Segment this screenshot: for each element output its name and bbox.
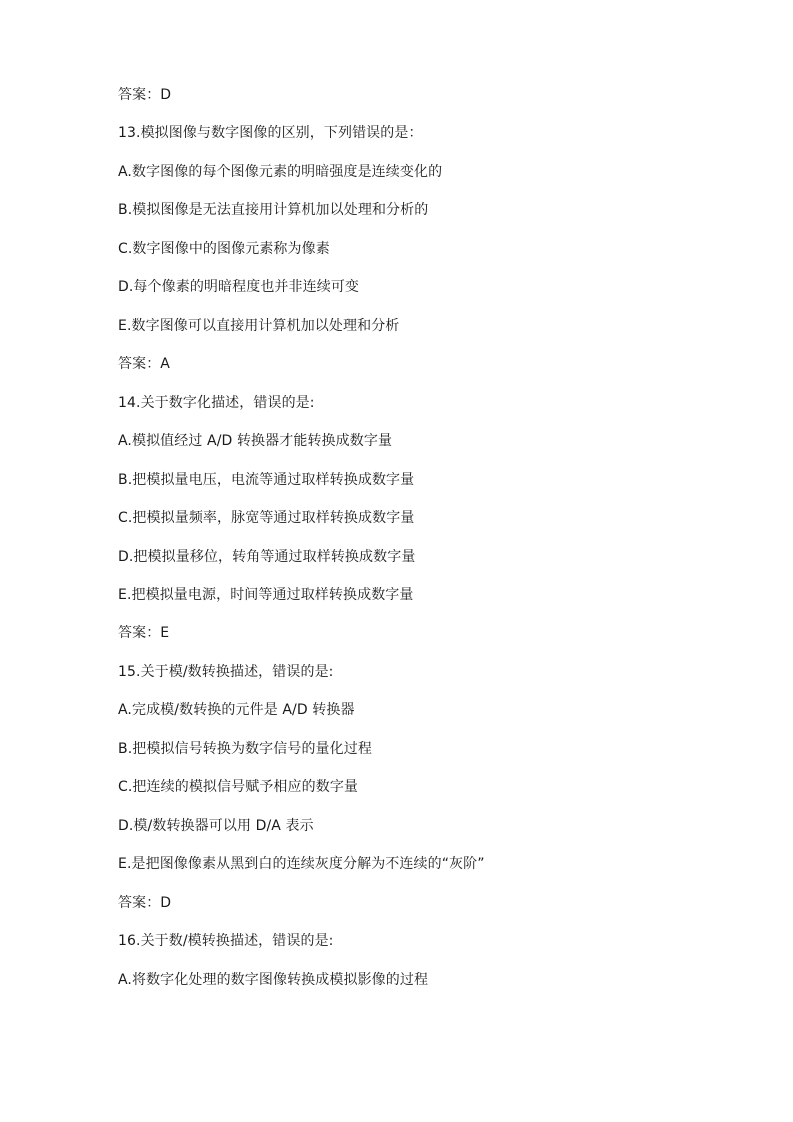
q15-option-d: D.模/数转换器可以用 D/A 表示 <box>118 818 314 834</box>
q14-option-e: E.把模拟量电源，时间等通过取样转换成数字量 <box>118 587 414 603</box>
q15-answer: 答案：D <box>118 895 172 911</box>
q13-answer: 答案：A <box>118 356 170 372</box>
question-16: 16.关于数/模转换描述，错误的是: <box>118 933 334 949</box>
q15-option-e: E.是把图像像素从黑到白的连续灰度分解为不连续的“灰阶” <box>118 856 485 872</box>
q13-option-e: E.数字图像可以直接用计算机加以处理和分析 <box>118 318 400 334</box>
q13-option-d: D.每个像素的明暗程度也并非连续可变 <box>118 279 360 295</box>
q13-option-c: C.数字图像中的图像元素称为像素 <box>118 241 330 257</box>
answer-line: 答案：D <box>118 87 172 103</box>
q14-option-b: B.把模拟量电压，电流等通过取样转换成数字量 <box>118 472 415 488</box>
q14-option-c: C.把模拟量频率，脉宽等通过取样转换成数字量 <box>118 510 415 526</box>
question-15: 15.关于模/数转换描述，错误的是: <box>118 664 334 680</box>
q14-answer: 答案：E <box>118 625 170 641</box>
q16-option-a: A.将数字化处理的数字图像转换成模拟影像的过程 <box>118 972 429 988</box>
q14-option-d: D.把模拟量移位，转角等通过取样转换成数字量 <box>118 549 416 565</box>
q15-option-a: A.完成模/数转换的元件是 A/D 转换器 <box>118 702 355 718</box>
q15-option-c: C.把连续的模拟信号赋予相应的数字量 <box>118 779 359 795</box>
q13-option-b: B.模拟图像是无法直接用计算机加以处理和分析的 <box>118 202 429 218</box>
question-14: 14.关于数字化描述，错误的是: <box>118 395 315 411</box>
q14-option-a: A.模拟值经过 A/D 转换器才能转换成数字量 <box>118 433 393 449</box>
question-13: 13.模拟图像与数字图像的区别，下列错误的是： <box>118 125 423 141</box>
document-page <box>118 0 758 1122</box>
q13-option-a: A.数字图像的每个图像元素的明暗强度是连续变化的 <box>118 164 443 180</box>
q15-option-b: B.把模拟信号转换为数字信号的量化过程 <box>118 741 372 757</box>
